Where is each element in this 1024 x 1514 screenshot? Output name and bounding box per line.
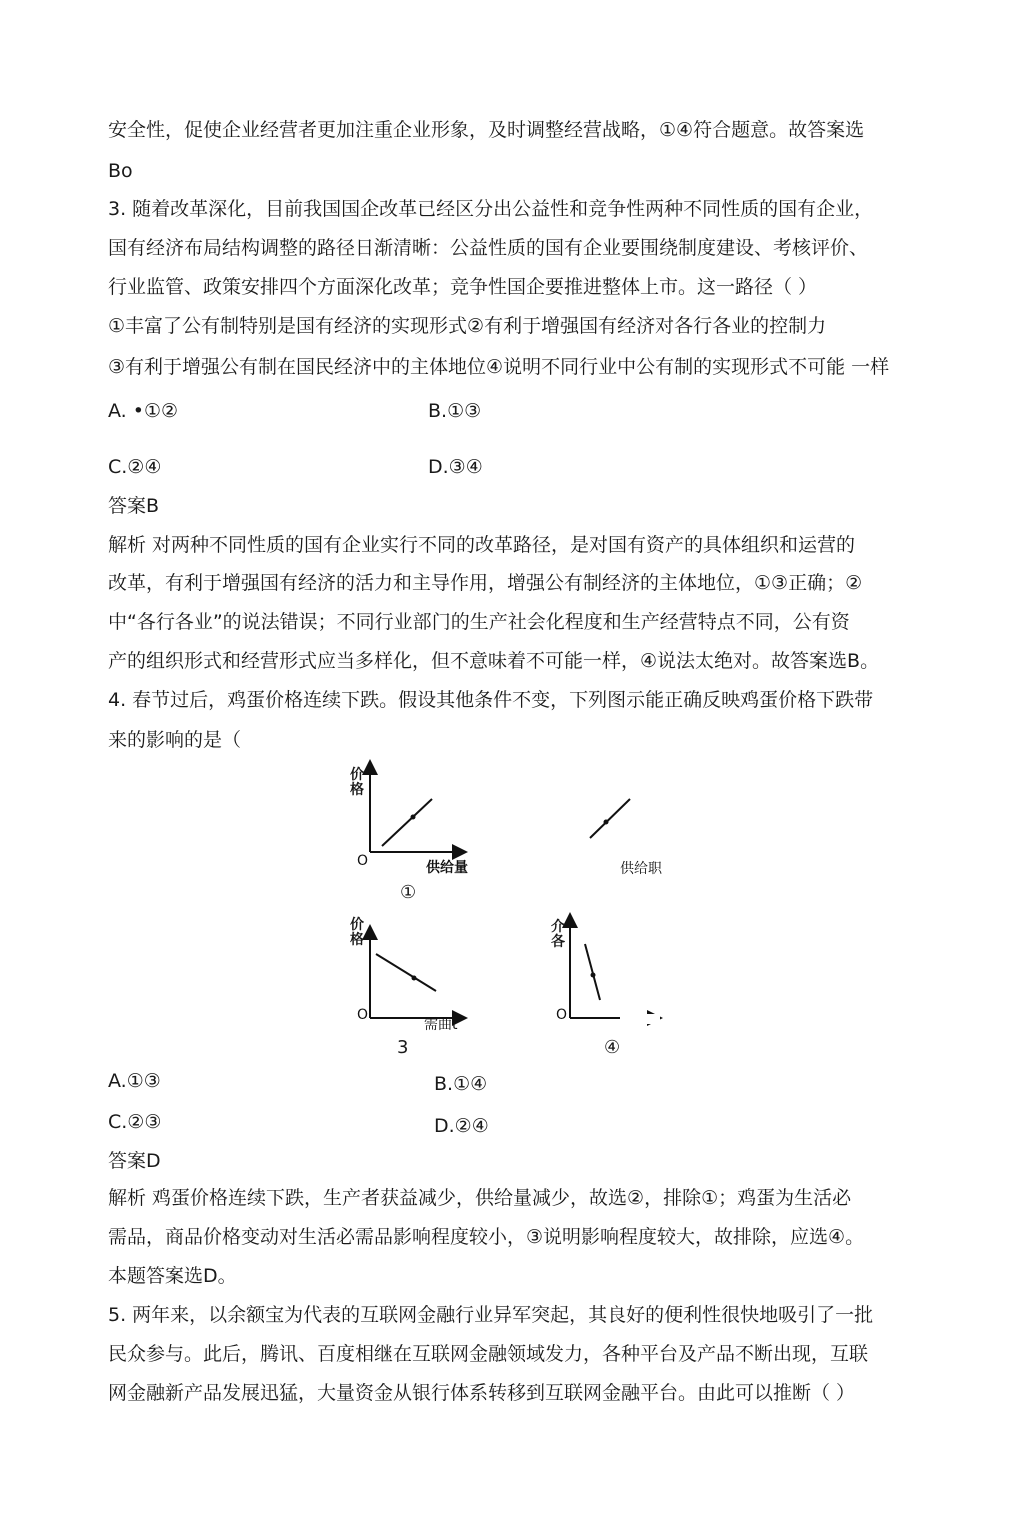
q3-option-b: B.①③ xyxy=(428,400,482,422)
graph-3 xyxy=(370,932,460,1018)
occluded-label xyxy=(620,1014,660,1024)
demand-curve xyxy=(585,944,600,1000)
q3-option-d: D.③④ xyxy=(428,456,483,478)
graph-3-caption: 3 xyxy=(397,1037,409,1058)
graph-2 xyxy=(590,799,630,838)
graph-2-x-label: 供给职 xyxy=(620,861,662,877)
question-4-line: 4. 春节过后，鸡蛋价格连续下跌。假设其他条件不变，下列图示能正确反映鸡蛋价格下跌带 xyxy=(108,689,874,711)
q3-explanation-line: 产的组织形式和经营形式应当多样化，但不意味着不可能一样，④说法太绝对。故答案选B。 xyxy=(108,650,880,672)
q4-option-c: C.②③ xyxy=(108,1111,162,1133)
q3-option-c: C.②④ xyxy=(108,456,162,478)
curve-point xyxy=(591,973,596,978)
text-line: 安全性，促使企业经营者更加注重企业形象，及时调整经营战略，①④符合题意。故答案选 xyxy=(108,119,865,141)
question-3-line: 国有经济布局结构调整的路径日渐清晰：公益性质的国有企业要围绕制度建设、考核评价、 xyxy=(108,237,869,259)
graph-3-x-label: 需曲t xyxy=(424,1017,458,1033)
graph-4 xyxy=(570,920,660,1024)
graph-3-origin: O xyxy=(357,1007,369,1023)
q4-explanation-line: 本题答案选D。 xyxy=(108,1265,237,1287)
supply-curve xyxy=(590,799,630,838)
question-4-line: 来的影响的是（ xyxy=(108,729,242,751)
q4-explanation-line: 解析 鸡蛋价格连续下跌，生产者获益减少，供给量减少，故选②，排除①；鸡蛋为生活必 xyxy=(108,1187,852,1209)
graph-4-origin: O xyxy=(556,1007,568,1023)
question-5-line: 5. 两年来，以余额宝为代表的互联网金融行业异军突起，其良好的便利性很快地吸引了一批 xyxy=(108,1304,874,1326)
curve-point xyxy=(412,976,417,981)
graph-1-y-label: 价格 xyxy=(350,767,364,798)
q4-explanation-line: 需品，商品价格变动对生活必需品影响程度较小，③说明影响程度较大，故排除，应选④。 xyxy=(108,1226,865,1248)
demand-curve xyxy=(376,954,436,991)
question-3-line: ③有利于增强公有制在国民经济中的主体地位④说明不同行业中公有制的实现形式不可能 一样 xyxy=(108,356,890,378)
graph-1-x-label: 供给量 xyxy=(426,860,468,876)
q4-answer: 答案D xyxy=(108,1150,161,1172)
text-line: Bo xyxy=(108,160,133,182)
graph-1 xyxy=(370,767,460,852)
question-3-line: 行业监管、政策安排四个方面深化改革；竞争性国企要推进整体上市。这一路径（ ） xyxy=(108,276,818,298)
q4-option-a: A.①③ xyxy=(108,1070,161,1092)
q3-answer: 答案B xyxy=(108,495,160,517)
graph-1-origin: O xyxy=(357,853,369,869)
q4-option-d: D.②④ xyxy=(434,1115,489,1137)
curve-point xyxy=(411,815,416,820)
graph-4-y-label: 介各 xyxy=(551,919,565,950)
question-3-line: 3. 随着改革深化，目前我国国企改革已经区分出公益性和竞争性两种不同性质的国有企业， xyxy=(108,198,874,220)
q3-explanation-line: 改革，有利于增强国有经济的活力和主导作用，增强公有制经济的主体地位，①③正确；② xyxy=(108,572,863,594)
q3-explanation-line: 中“各行各业”的说法错误；不同行业部门的生产社会化程度和生产经营特点不同，公有资 xyxy=(108,611,850,633)
q3-option-a: A. •①② xyxy=(108,400,179,422)
curve-point xyxy=(604,820,609,825)
question-5-line: 民众参与。此后，腾讯、百度相继在互联网金融领域发力，各种平台及产品不断出现，互联 xyxy=(108,1343,869,1365)
q4-option-b: B.①④ xyxy=(434,1073,488,1095)
question-3-line: ①丰富了公有制特别是国有经济的实现形式②有利于增强国有经济对各行各业的控制力 xyxy=(108,315,827,337)
graph-4-caption: ④ xyxy=(604,1037,621,1058)
graph-1-caption: ① xyxy=(400,882,417,903)
q3-explanation-line: 解析 对两种不同性质的国有企业实行不同的改革路径，是对国有资产的具体组织和运营的 xyxy=(108,534,856,556)
question-5-line: 网金融新产品发展迅猛，大量资金从银行体系转移到互联网金融平台。由此可以推断（ ） xyxy=(108,1382,856,1404)
graph-3-y-label: 价格 xyxy=(350,917,364,948)
supply-curve xyxy=(382,799,432,846)
